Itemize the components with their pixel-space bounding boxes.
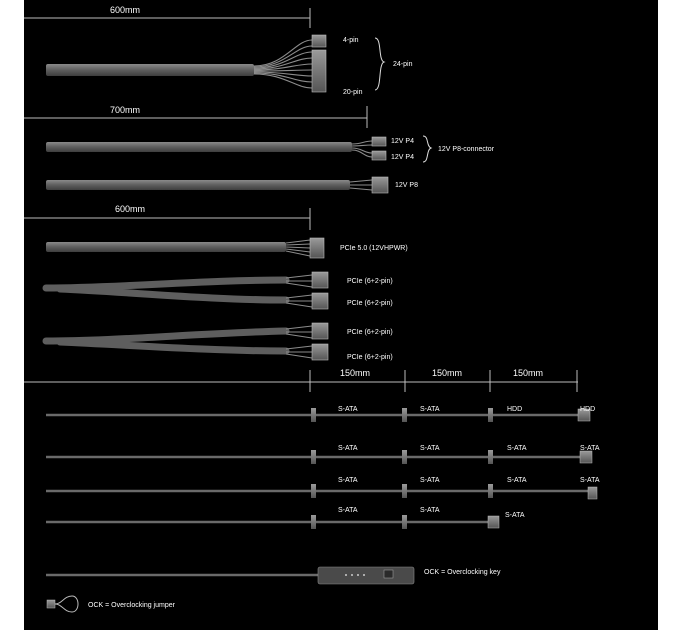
atx-connector-4pin [312,35,326,47]
atx-cable [46,64,254,76]
eps-label-group: 12V P8-connector [438,146,495,153]
pcie5-wires [286,240,310,256]
sata-cable-row-1 [46,406,595,422]
sata-end-connector [588,487,597,499]
sata-connector [488,450,493,464]
sata-end-connector [488,516,499,528]
ock-group [46,567,501,612]
pcie-connector-1 [312,272,328,288]
sata-cable-row-4 [46,507,525,529]
pcie-label-2: PCIe (6+2-pin) [347,300,393,307]
ock-key-switch [384,570,393,578]
sata-connector [311,484,316,498]
atx-brace [375,38,384,90]
atx-cable-group [24,5,413,96]
sata-connector [402,450,407,464]
sata-connector [402,408,407,422]
sata-label: S-ATA [338,406,358,413]
pcie-pair1-wires [286,275,312,307]
atx-connector-20pin [312,50,326,92]
pcie5-label: PCIe 5.0 (12VHPWR) [340,245,408,252]
atx-label-4pin: 4-pin [343,37,359,44]
pcie-label-4: PCIe (6+2-pin) [347,354,393,361]
eps-connector-p4-b [372,151,386,160]
sata-label: S-ATA [505,512,525,519]
sata-label: S-ATA [580,477,600,484]
ock-key-led [345,574,347,576]
atx-label-20pin: 20-pin [343,89,363,96]
eps-p8-cable [46,180,350,190]
pcie-connector-4 [312,344,328,360]
eps-p8-wires [350,180,372,190]
sata-label: S-ATA [507,477,527,484]
eps-wire-split [352,141,372,157]
pcie-connector-3 [312,323,328,339]
pcie-label-1: PCIe (6+2-pin) [347,278,393,285]
sata-connector [488,408,493,422]
sata-label: HDD [580,406,596,413]
sata-label: S-ATA [338,507,358,514]
eps-cable [46,142,352,152]
eps-cable-group [24,105,495,193]
pcie-cable-pair2-branch [60,342,286,351]
ock-key-led [357,574,359,576]
sata-connector [488,484,493,498]
pcie-cable-pair1-branch [60,289,286,300]
sata-connector [311,408,316,422]
measure-label-600-lower: 600mm [115,204,146,214]
pcie5-cable [46,242,286,252]
measure-label-seg3: 150mm [513,368,544,378]
pcie-pair2-wires [286,326,312,358]
pcie-cable-group [24,204,408,361]
sata-cable-row-2 [46,445,600,464]
eps-label-p8: 12V P8 [395,182,418,189]
measure-label-seg2: 150mm [432,368,463,378]
sata-label: S-ATA [420,477,440,484]
ock-key [318,567,414,584]
sata-connector [402,515,407,529]
eps-label-p4-b: 12V P4 [391,154,414,161]
ock-key-led [351,574,353,576]
pcie-label-3: PCIe (6+2-pin) [347,329,393,336]
eps-brace [423,136,431,162]
eps-connector-p4-a [372,137,386,146]
sata-label: HDD [507,406,523,413]
atx-label-24pin: 24-pin [393,61,413,68]
sata-measure-group [24,368,578,392]
pcie-cable-pair2-main [46,331,286,341]
sata-end-connector [580,451,592,463]
sata-connector [311,515,316,529]
sata-cable-row-3 [46,477,600,499]
ock-jumper-plug [47,600,55,608]
measure-label-700: 700mm [110,105,141,115]
ock-jumper-label: OCK = Overclocking jumper [88,602,175,609]
ock-key-led [363,574,365,576]
sata-label: S-ATA [420,445,440,452]
eps-label-p4-a: 12V P4 [391,138,414,145]
sata-connector [311,450,316,464]
pcie5-connector [310,238,324,258]
ock-key-label: OCK = Overclocking key [424,569,501,576]
sata-label: S-ATA [338,477,358,484]
sata-label: S-ATA [420,406,440,413]
measure-label-seg1: 150mm [340,368,371,378]
pcie-connector-2 [312,293,328,309]
atx-wire-fan [254,40,312,88]
sata-label: S-ATA [580,445,600,452]
sata-label: S-ATA [507,445,527,452]
sata-label: S-ATA [338,445,358,452]
ock-jumper-loop [55,596,78,612]
sata-connector [402,484,407,498]
measure-label-600-top: 600mm [110,5,141,15]
eps-connector-p8 [372,177,388,193]
sata-label: S-ATA [420,507,440,514]
